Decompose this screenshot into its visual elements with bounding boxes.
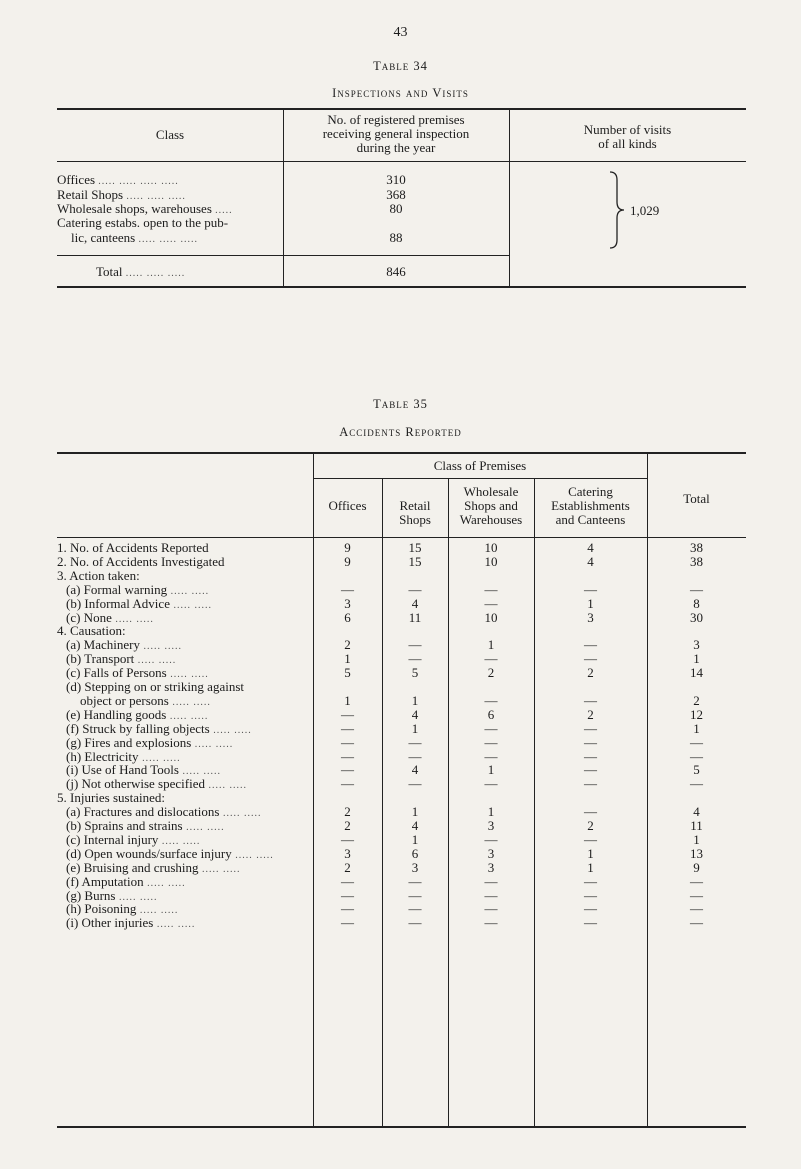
t35-cell: 1: [487, 637, 495, 653]
t35-row-label-text: 5. Injuries sustained:: [57, 790, 165, 806]
t35-header-catering-1: Catering: [568, 484, 613, 499]
t35-cell: 2: [587, 665, 594, 681]
t34-row-value: 368: [386, 187, 406, 202]
t35-cell: —: [584, 651, 597, 667]
t35-row-label: [57, 624, 126, 638]
t35-row-label: (b) Sprains and strains ..... .....: [66, 818, 225, 833]
t35-cell: 1: [487, 804, 495, 820]
t35-cell: —: [408, 734, 422, 750]
t35-row-label-text: (a) Machinery: [66, 637, 140, 653]
t35-cell: 1: [487, 762, 495, 778]
t35-row-label: (g) Burns ..... .....: [66, 887, 158, 903]
t35-row-label: (f) Amputation ..... .....: [66, 873, 186, 889]
t35-row-label: [57, 541, 209, 555]
t35-cell: 38: [690, 540, 703, 555]
t35-cell: 4: [587, 540, 594, 555]
t35-cell: —: [341, 720, 354, 736]
t35-cell: 3: [487, 845, 495, 861]
t35-cell: —: [408, 901, 422, 917]
t35-cell: 1: [411, 804, 419, 820]
t35-row-label: object or persons ..... .....: [80, 692, 211, 708]
t35-row-label: (b) Transport ..... .....: [66, 651, 177, 667]
t35-row-label: (i) Other injuries ..... .....: [66, 915, 196, 931]
t35-row-label: (h) Poisoning ..... .....: [66, 901, 179, 917]
t35-row-label-text: (e) Handling goods: [66, 706, 167, 722]
page-number: 43: [393, 25, 408, 40]
t34-row-label: Retail Shops: [57, 187, 124, 202]
t34-header-premises-1: No. of registered premises: [327, 112, 465, 127]
t35-cell: 8: [693, 595, 700, 611]
t35-cell: —: [690, 887, 703, 903]
t35-cell: —: [341, 762, 354, 778]
t35-cell: 10: [484, 609, 498, 625]
t35-row-label: [57, 791, 165, 805]
t35-cell: —: [584, 915, 597, 931]
t35-cell: —: [690, 873, 703, 889]
t35-cell: —: [584, 748, 597, 764]
t35-cell: —: [408, 873, 422, 889]
t35-row-label: [66, 680, 244, 694]
t35-row-label: (c) Internal injury ..... .....: [66, 831, 201, 847]
t35-cell: —: [690, 915, 703, 931]
t35-cell: —: [690, 901, 703, 917]
t34-row-value: 80: [389, 201, 403, 216]
t35-cell: —: [408, 915, 422, 931]
t35-cell: —: [408, 651, 422, 667]
t34-row-value: 88: [389, 230, 403, 245]
t35-row-label-text: (d) Stepping on or striking against: [66, 679, 245, 694]
t35-row-label-text: object or persons: [80, 692, 169, 708]
t35-cell: —: [341, 915, 354, 931]
t35-cell: —: [484, 581, 498, 597]
t35-cell: 11: [408, 609, 422, 625]
t35-cell: 4: [411, 706, 419, 722]
t34-total-label: Total: [96, 264, 123, 279]
t35-cell: —: [341, 901, 354, 917]
t35-cell: 3: [344, 595, 351, 611]
t35-header-retail-1: Retail: [399, 498, 431, 513]
t35-cell: 2: [344, 818, 351, 833]
table35-number: Table 35: [373, 397, 428, 411]
t35-cell: 3: [487, 818, 495, 833]
t35-row-label: [57, 569, 140, 583]
t35-row-label-text: 3. Action taken:: [57, 567, 140, 583]
t35-row-label-text: (c) Falls of Persons: [66, 665, 167, 681]
t35-cell: 10: [484, 540, 498, 555]
t35-row-label-text: (i) Use of Hand Tools: [66, 762, 179, 778]
t35-cell: —: [484, 748, 498, 764]
t35-row-label: (j) Not otherwise specified ..... .....: [66, 776, 247, 792]
t35-row-label: (b) Informal Advice ..... .....: [66, 595, 212, 611]
t35-cell: —: [584, 776, 597, 792]
t35-cell: —: [484, 692, 498, 708]
t35-cell: 9: [344, 553, 351, 569]
t35-header-catering-3: and Canteens: [555, 512, 626, 527]
t35-cell: 30: [690, 609, 703, 625]
t35-cell: 4: [587, 553, 594, 569]
t34-header-visits-2: of all kinds: [598, 136, 657, 151]
t35-row-label: (a) Fractures and dislocations ..... .....: [66, 804, 262, 820]
t35-row-label: (h) Electricity ..... .....: [66, 748, 181, 764]
t35-row-label-text: (c) None: [66, 609, 112, 625]
t35-cell: —: [584, 734, 597, 750]
t35-cell: 1: [411, 831, 419, 847]
t35-cell: —: [484, 901, 498, 917]
t35-cell: —: [341, 831, 354, 847]
t35-row-label: (a) Formal warning ..... .....: [66, 581, 210, 597]
t35-row-label: (e) Handling goods ..... .....: [66, 706, 209, 722]
t35-cell: 4: [411, 595, 419, 611]
t35-cell: 2: [344, 637, 351, 653]
t35-cell: —: [484, 720, 498, 736]
t35-cell: 1: [693, 720, 700, 736]
t35-row-label-text: (a) Formal warning: [66, 581, 168, 597]
t35-row-label: (d) Open wounds/surface injury ..... .....: [66, 845, 274, 861]
t35-cell: —: [584, 804, 597, 820]
t35-cell: —: [341, 734, 354, 750]
t35-header-offices: Offices: [328, 498, 367, 513]
t35-header-wholesale-2: Shops and: [464, 498, 518, 513]
t35-cell: 3: [587, 609, 594, 625]
t35-cell: 4: [411, 762, 419, 778]
t35-cell: 2: [587, 818, 594, 833]
t35-cell: 4: [411, 818, 419, 833]
t35-row-label: (f) Struck by falling objects ..... .....: [66, 720, 252, 736]
t35-cell: 1: [411, 692, 419, 708]
t35-cell: —: [484, 734, 498, 750]
table34-title: Inspections and Visits: [332, 86, 469, 100]
t35-cell: —: [690, 581, 703, 597]
t35-cell: —: [484, 831, 498, 847]
t35-cell: —: [690, 748, 703, 764]
t34-row-label: Catering estabs. open to the pub-: [57, 215, 229, 230]
t35-cell: 12: [690, 706, 703, 722]
t35-row-label-text: 2. No. of Accidents Investigated: [57, 553, 225, 569]
t35-header-wholesale-1: Wholesale: [463, 484, 519, 499]
t35-cell: 1: [587, 595, 594, 611]
t35-cell: —: [484, 776, 498, 792]
t34-row-label: Wholesale shops, warehouses: [57, 201, 212, 216]
t35-cell: —: [341, 748, 354, 764]
table34-number: Table 34: [373, 59, 428, 73]
t35-header-class-of-premises: Class of Premises: [433, 458, 527, 473]
t35-cell: 2: [344, 859, 351, 875]
t35-header-total: Total: [683, 491, 710, 506]
t35-row-label-text: (h) Electricity: [66, 748, 139, 764]
t34-header-class: Class: [155, 127, 185, 142]
t34-visits-total: 1,029: [630, 203, 660, 218]
t35-row-label-text: (g) Fires and explosions: [66, 734, 192, 750]
t35-cell: 1: [411, 720, 419, 736]
t35-cell: —: [408, 637, 422, 653]
t35-header-retail-2: Shops: [399, 512, 431, 527]
t35-row-label: (a) Machinery ..... .....: [66, 637, 182, 653]
t35-cell: —: [408, 581, 422, 597]
t35-cell: —: [341, 581, 354, 597]
t35-cell: —: [484, 595, 498, 611]
t35-cell: 14: [690, 665, 703, 681]
t35-cell: —: [408, 748, 422, 764]
t35-cell: 15: [408, 540, 422, 555]
t35-row-label: [57, 555, 225, 569]
t35-row-label-text: (c) Internal injury: [66, 831, 159, 847]
t35-cell: 1: [693, 651, 700, 667]
t35-row-label-text: (h) Poisoning: [66, 901, 137, 917]
t35-cell: 3: [411, 859, 419, 875]
t35-row-label-text: (b) Informal Advice: [66, 595, 170, 611]
t35-cell: —: [484, 915, 498, 931]
t35-cell: 3: [344, 845, 351, 861]
t35-cell: 2: [344, 804, 351, 820]
t34-total-value: 846: [386, 264, 406, 279]
t35-row-label: (c) None ..... .....: [66, 609, 154, 625]
t35-cell: 1: [344, 651, 351, 667]
t35-cell: 1: [693, 831, 700, 847]
t35-cell: 15: [408, 553, 422, 569]
t35-row-label: (c) Falls of Persons ..... .....: [66, 665, 209, 681]
t35-cell: 6: [344, 609, 351, 625]
t35-cell: 1: [587, 859, 594, 875]
t35-cell: —: [690, 734, 703, 750]
t34-header-premises-3: during the year: [356, 140, 436, 155]
t35-cell: —: [484, 887, 498, 903]
t35-row-label-text: (b) Transport: [66, 651, 135, 667]
t35-cell: 2: [487, 665, 495, 681]
brace-icon: [608, 170, 628, 250]
t35-cell: —: [584, 831, 597, 847]
t35-row-label-text: (d) Open wounds/surface injury: [66, 845, 232, 861]
t35-cell: 13: [690, 845, 703, 861]
t35-row-label-text: (i) Other injuries: [66, 915, 154, 931]
t35-row-label-text: (f) Struck by falling objects: [66, 720, 210, 736]
t35-cell: —: [584, 720, 597, 736]
t35-header-wholesale-3: Warehouses: [459, 512, 523, 527]
t35-cell: —: [484, 651, 498, 667]
t35-cell: 5: [693, 762, 700, 778]
t35-cell: —: [584, 901, 597, 917]
t35-row-label-text: (j) Not otherwise specified: [66, 776, 205, 792]
t34-header-visits-1: Number of visits: [583, 122, 672, 137]
t35-cell: —: [584, 762, 597, 778]
t35-cell: —: [341, 776, 354, 792]
t35-row-label: (e) Bruising and crushing ..... .....: [66, 859, 241, 875]
t35-cell: 6: [487, 706, 495, 722]
t35-cell: 9: [693, 859, 700, 875]
t35-cell: —: [408, 776, 422, 792]
t35-cell: 11: [690, 818, 703, 833]
t35-cell: —: [584, 637, 597, 653]
t35-cell: 2: [693, 692, 700, 708]
t34-row-label-cont: lic, canteens: [71, 230, 136, 245]
t35-cell: 3: [487, 859, 495, 875]
table35-title: Accidents Reported: [339, 425, 462, 439]
t35-cell: —: [584, 581, 597, 597]
t35-cell: 5: [344, 665, 351, 681]
t35-cell: —: [484, 873, 498, 889]
t35-cell: —: [584, 873, 597, 889]
t35-cell: 10: [484, 553, 498, 569]
t35-row-label-text: (a) Fractures and dislocations: [66, 804, 220, 820]
t35-row-label-text: 4. Causation:: [57, 623, 126, 639]
t34-row-value: 310: [386, 172, 406, 187]
t35-cell: —: [341, 706, 354, 722]
t35-row-label-text: (f) Amputation: [66, 873, 144, 889]
t35-cell: —: [690, 776, 703, 792]
t35-row-label-text: 1. No. of Accidents Reported: [57, 540, 209, 555]
t35-cell: 3: [693, 637, 700, 653]
t35-row-label-text: (e) Bruising and crushing: [66, 859, 199, 875]
t35-cell: 38: [690, 553, 703, 569]
t35-cell: —: [584, 887, 597, 903]
t34-header-premises-2: receiving general inspection: [322, 126, 470, 141]
t35-row-label-text: (g) Burns: [66, 887, 116, 903]
t35-cell: 5: [411, 665, 419, 681]
t35-cell: 2: [587, 706, 594, 722]
t35-header-catering-2: Establishments: [551, 498, 630, 513]
t35-cell: 4: [693, 804, 700, 820]
t35-row-label: (g) Fires and explosions ..... .....: [66, 734, 234, 750]
t35-row-label-text: (b) Sprains and strains: [66, 818, 183, 833]
t35-cell: 1: [587, 845, 594, 861]
t35-cell: —: [408, 887, 422, 903]
t35-row-label: (i) Use of Hand Tools ..... .....: [66, 762, 221, 778]
t35-cell: 9: [344, 540, 351, 555]
t34-row-label: Offices: [57, 172, 96, 187]
t35-cell: 1: [344, 692, 351, 708]
t35-cell: 6: [411, 845, 419, 861]
t35-cell: —: [341, 887, 354, 903]
t35-cell: —: [584, 692, 597, 708]
t35-cell: —: [341, 873, 354, 889]
